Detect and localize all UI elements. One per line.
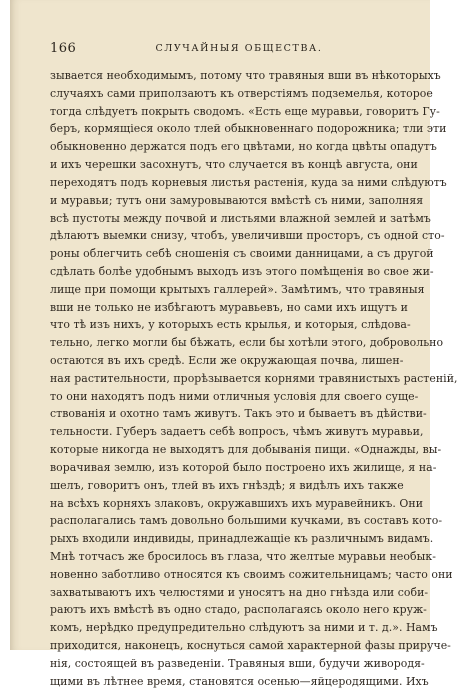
- text-line: вши не только не избѣгаютъ муравьевъ, но сами ихъ ищутъ и: [50, 300, 408, 314]
- text-line: остаются въ ихъ средѣ. Если же окружающая почва, лишен-: [50, 354, 404, 367]
- text-line: раютъ ихъ вмѣстѣ въ одно стадо, располагаясь около него круж-: [50, 603, 427, 617]
- text-line: шелъ, говоритъ онъ, тлей въ ихъ гнѣздѣ; я видѣлъ ихъ также: [50, 478, 404, 492]
- text-line: сдѣлать болѣе удобнымъ выходъ изъ этого помѣщенія во свое жи-: [50, 264, 434, 278]
- page-header: [50, 41, 408, 57]
- running-title: СЛУЧАЙНЫЯ ОБЩЕСТВА.: [155, 43, 323, 54]
- text-line: и муравьи; тутъ они замуровываются вмѣстѣ съ ними, заполняя: [50, 193, 424, 207]
- text-line: новенно заботливо относятся къ своимъ сожительницамъ; часто они: [50, 567, 453, 581]
- text-line: лище при помощи крытыхъ галлерей». Замѣтимъ, что травяныя: [50, 282, 425, 296]
- text-line: ствованія и охотно тамъ живутъ. Такъ это и бываетъ въ дѣйстви-: [50, 407, 427, 421]
- text-line: тогда слѣдуетъ покрыть сводомъ. «Есть еще муравьи, говоритъ Гу-: [50, 104, 440, 118]
- text-line: переходятъ подъ корневыя листья растенія, куда за ними слѣдуютъ: [50, 175, 447, 189]
- text-line: щими въ лѣтнее время, становятся осенью—яйцеродящими. Ихъ: [50, 674, 429, 688]
- text-line: роны облегчить себѣ сношенія съ своими данницами, а съ другой: [50, 247, 434, 261]
- text-line: тельно, легко могли бы бѣжать, если бы хотѣли этого, добровольно: [50, 336, 444, 350]
- text-line: рыхъ входили индивиды, принадлежащіе къ различнымъ видамъ.: [50, 532, 434, 546]
- text-line: всѣ пустоты между почвой и листьями влажной землей и затѣмъ: [50, 211, 431, 225]
- text-line: и ихъ черешки засохнутъ, что случается въ концѣ августа, они: [50, 158, 418, 172]
- text-line: располагались тамъ довольно большими кучками, въ составъ кото-: [50, 514, 443, 528]
- text-line: Мнѣ тотчасъ же бросилось въ глаза, что желтые муравьи необык-: [50, 549, 436, 563]
- text-line: что тѣ изъ нихъ, у которыхъ есть крылья, и которыя, слѣдова-: [50, 318, 411, 332]
- book-page: [10, 0, 458, 688]
- text-line: беръ, кормящіеся около тлей обыкновеннаго подорожника; тли эти: [50, 122, 447, 136]
- text-line: ворачивая землю, изъ которой было построено ихъ жилище, я на-: [50, 460, 437, 474]
- text-line: нія, состоящей въ разведеніи. Травяныя вши, будучи живородя-: [50, 656, 425, 670]
- text-line: дѣлаютъ выемки снизу, чтобъ, увеличивши просторъ, съ одной сто-: [50, 229, 445, 243]
- text-line: ная растительности, прорѣзывается корнями травянистыхъ растеній,: [50, 371, 458, 385]
- text-line: комъ, нерѣдко предупредительно слѣдуютъ за ними и т. д.». Намъ: [50, 621, 438, 635]
- text-line: случаяхъ сами приползаютъ къ отверстіямъ подземелья, которое: [50, 86, 433, 100]
- text-line: зывается необходимымъ, потому что травяныя вши въ нѣкоторыхъ: [50, 69, 441, 82]
- text-line: которые никогда не выходятъ для добыванія пищи. «Однажды, вы-: [50, 443, 442, 457]
- body-text: [50, 67, 458, 690]
- text-line: на всѣхъ корняхъ злаковъ, окружавшихъ ихъ муравейникъ. Они: [50, 496, 424, 510]
- text-line: захватываютъ ихъ челюстями и уносятъ на дно гнѣзда или соби-: [50, 585, 429, 599]
- text-line: приходится, наконецъ, коснуться самой характерной фазы приручe-: [50, 639, 451, 652]
- page-number: 166: [50, 41, 77, 56]
- text-line: обыкновенно держатся подъ его цвѣтами, но когда цвѣты опадутъ: [50, 140, 437, 154]
- text-line: тельности. Губеръ задаетъ себѣ вопросъ, чѣмъ живутъ муравьи,: [50, 425, 424, 439]
- text-line: то они находятъ подъ ними отличныя условія для своего суще-: [50, 389, 419, 403]
